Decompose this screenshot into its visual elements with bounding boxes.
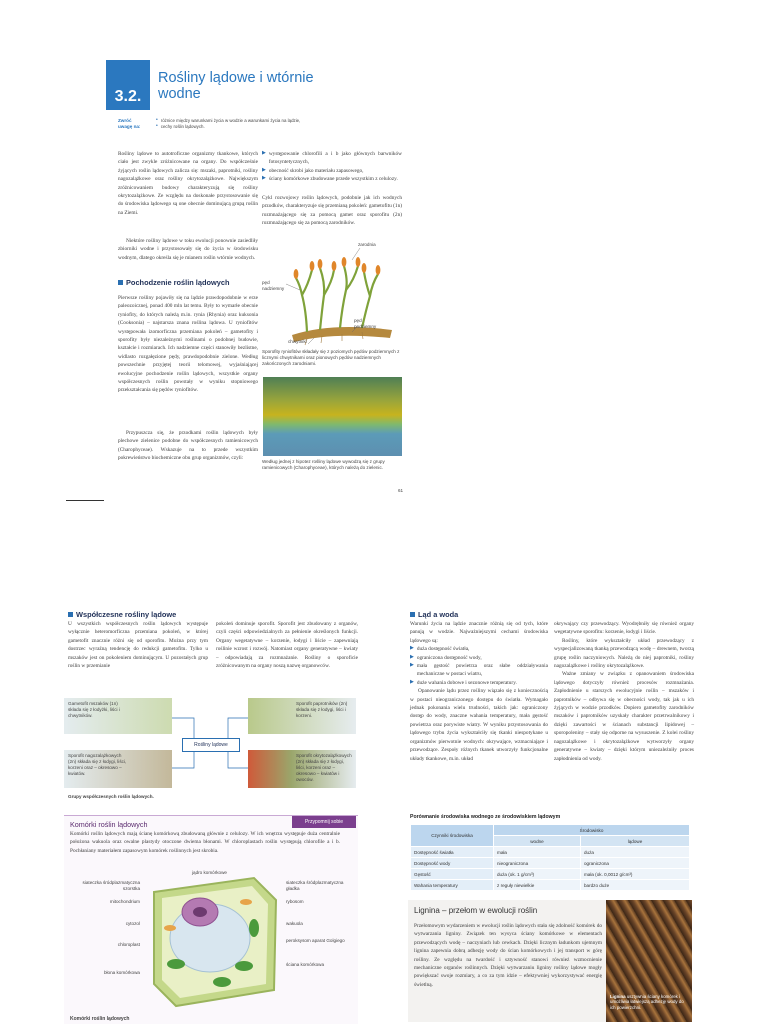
biochemistry-bullets: ▶ występowanie chlorofili a i b jako głównych barwników fotosyntetycznych, ▶ obecność skrobi jako materiału zapasowego, ▶ ściany komórkowe zbudowane przede wszystkim z celulozy.: [262, 151, 402, 183]
cells-title: Komórki roślin lądowych: [70, 820, 148, 829]
intro-paragraph-1: Rośliny lądowe to autotroficzne organizmy tkankowe, których ciało jest zwykle zróżnicowane na organy. Do współcześnie żyjących roślin lądowych zalicza się: mszaki, paprotniki, rośliny nagozalążkowe oraz rośliny okrytozalążkowe. Największym zróżnicowaniem budowy charakteryzują się rośliny okrytozalążkowe. Ze względu na doskonałe przystosowanie się do środowiska lądowego są one obecnie dominującą grupą roślin na Ziemi.: [118, 151, 258, 216]
chapter-title: Rośliny lądowe i wtórnie wodne: [158, 70, 314, 102]
cells-text: Komórki roślin lądowych mają ścianę komórkową zbudowaną głównie z celulozy. W ich wnętrzu występuje duża centralnie położona wakuola oraz owalne plastydy otoczone dwiema błonami. W chloroplastach roślin występują chlorofile a i b. Pochłaniany materiałem zapasowym komórek roślinnych jest skrobia.: [70, 831, 340, 854]
origin-paragraph-2: Przypuszcza się, że przodkami roślin lądowych były plechowe zielenice podobne do współczesnych ramienicowych (Charophyceae). Wskazuje na to przede wszystkim pokrewieństwo biochemiczne obu grup organizmów, czyli:: [118, 430, 258, 462]
label-smooth-er: siateczka śródplazmatyczna gładka: [286, 880, 344, 891]
cells-caption: Komórki roślin lądowych: [70, 1016, 130, 1022]
divider-line: [66, 500, 104, 501]
label-ribosome: rybosom: [286, 899, 304, 905]
remember-badge: Przypomnij sobie: [292, 816, 356, 828]
lignin-box: [408, 900, 692, 1022]
comparison-table: [410, 824, 690, 891]
label-cell-membrane: błona komórkowa: [103, 969, 140, 975]
lignin-title: Lignina – przełom w ewolucji roślin: [414, 906, 538, 915]
section-square-icon: [68, 612, 73, 617]
chapter-number: 3.2.: [106, 60, 150, 110]
land-column-left: Warunki życia na lądzie znacznie różnią się od tych, które panują w wodzie. Najważniejszymi cechami środowiska lądowego są: ▶ duża dostępność światła, ▶ ograniczona dostępność wody, ▶ mała gęstość powietrza oraz słabe oddziaływania mechaniczne w postaci wiatru, ▶ duże wahania dobowe i sezonowe temperatury. Opanowanie lądu przez rośliny wiązało się z koniecznością w postaci nieograniczonego dostępu do światła. Wymagało jednak pokonania wielu trudności, takich jak: ograniczony dostęp do wody, znaczne wahania temperatury, mała gęstość powietrza oraz porywiste wiatry. W wyniku przystosowania do lądowego trybu życia wykształciły się tkanki niespotykane u organizmów pierwotnie wodnych: okrywające, wzmacniające i przewodzące. Zespoły różnych tkanek utworzyły funkcjonalne układy tkankowe, m.in. układ: [410, 621, 548, 762]
charophyceae-caption: Według jednej z hipotez rośliny lądowe wywodzą się z grupy ramienicowych (Charophyceae), których należą do zielenic.: [262, 459, 385, 470]
rhynia-drawing: [262, 240, 402, 348]
rhynia-caption: Sporofity ryniofitów składały się z poziomych pędów podziemnych z licznymi chwytnikami oraz pionowych pędów nadziemnych zakończonych zarodniami.: [262, 349, 400, 366]
table-row: Wahania temperatury z reguły niewielkie bardzo duże: [411, 880, 690, 891]
section-square-icon: [410, 612, 415, 617]
diagram-box-ferns: Sporofit paprotników (2n) składa się z łodygi, liści i korzeni.: [248, 698, 356, 734]
cell-labels-right: [286, 880, 348, 968]
intro-paragraph-2: Niektóre rośliny lądowe w toku ewolucji ponownie zasiedliły zbiorniki wodne i przystosowały się do życia w środowisku wodnym, dlatego określa się je mianem roślin wtórnie wodnych.: [118, 238, 258, 261]
label-peroxisome-golgi: peroksysom aparat Golgiego: [286, 938, 345, 944]
modern-heading: Współczesne rośliny lądowe: [68, 610, 176, 619]
col-water: wodne: [494, 836, 581, 847]
col-environment: Środowisko: [494, 825, 690, 836]
page-top: [106, 60, 406, 493]
diagram-caption: Grupy współczesnych roślin lądowych.: [68, 794, 154, 799]
origin-paragraph-1: Pierwsze rośliny pojawiły się na lądzie prawdopodobnie w erze paleozoicznej, ponad 400 mln lat temu. Były to wymarłe obecnie ryniofity, do których należą m.in. rynia (Rhynia) oraz kuksonia (Cooksonia) – najstarsza znana roślina lądowa. U ryniofitów występowała izomorficzna przemiana pokoleń – gametofity i sporofity były niezależnymi roślinami o podobnej budowie, kształcie i rozmiarach. Ich nadziemne części stanowiły bezlistne, widlasto rozgałęzione pędy, prawdopodobnie zielone. Według powszechnie przyjętej teorii telomowej, wyjaśniającej ewolucyjne pochodzenie roślin lądowych, wszystkie organy współczesnych roślin powstały w wyniku stopniowego przekształcania się pędów ryniofitów.: [118, 295, 258, 394]
table-row: Gęstość duża (ok. 1 g/cm³) mała (ok. 0,0012 g/cm³): [411, 869, 690, 880]
attention-label: Zwróć uwagę na:: [118, 118, 141, 129]
plant-groups-diagram: [64, 698, 356, 802]
plant-cell-drawing: [144, 872, 284, 1012]
plant-cell-svg: [144, 872, 284, 1012]
diagram-box-mosses: Gametofit mszaków (1n) składa się z łodyżki, liści i chwytników.: [64, 698, 172, 734]
page-bottom-right: [408, 610, 698, 1024]
lignin-text: Przełomowym wydarzeniem w ewolucji roślin lądowych stała się zdolność komórek do wytwarzania ligniny. Związek ten wysyca ściany komórkowe w elementach przewodzących wodę – naczyniach lub cewkach. Dzięki licznym ładunkom ujemnym lignina zapewnia dobrą adhezję wody do ścian komórkowych i jej transport w górę rośliny. Ze względu na twardość i sztywność stanowi również wzmocnienie mechaniczne organów roślinnych. Dzięki wytwarzaniu ligniny rośliny lądowe mogły powiększać swoje rozmiary, a co za tym idzie – efektywniej wykorzystywać energię świetlną.: [414, 923, 602, 988]
life-cycle-paragraph: Cykl rozwojowy roślin lądowych, podobnie jak ich wodnych przodków, charakteryzuje się przemianą pokoleń: gametofitu (1n) rozmnażającego się za pomocą gamet oraz sporofitu (2n) rozmnażającego się za pomocą zarodników.: [262, 195, 402, 227]
table-row: Dostępność wody nieograniczona ograniczona: [411, 858, 690, 869]
label-ped-podziemny: pęd podziemny: [354, 318, 377, 329]
land-heading: Ląd a woda: [410, 610, 458, 619]
label-nucleus: jądro komórkowe: [192, 870, 227, 875]
land-column-right: okrywający czy przewodzący. Wyodrębniły się również organy wegetatywne sporofitu: korzenie, łodygi i liście. Rośliny, które wykształciły układ przewodzący z wyspecjalizowaną tkanką przewodzącą wodę – drewnem, tworzą grupę roślin naczyniowych. Należą do niej paprotniki, rośliny nagozalążkowe i rośliny okrytozalążkowe. Ważne zmiany w związku z opanowaniem środowiska lądowego dotyczyły również procesów rozmnażania. Zapłodnienie u starszych ewolucyjnie roślin – mszaków i paprotników – odbywa się w obecności wody, tak jak u ich żyjących w wodzie przodków. Dopiero gametofity zarodników mszaków i paprotników uzyskały charakter przetrwalnikowy i dzięki zawartości w ścianach substancji lipidowej – sporopoleniny – stały się odporne na wysuszenie. Z kolei rośliny nagozalążkowe i okrytozalążkowe wytworzyły organy generatywne – kwiaty – dzięki którym uniezależniły proces zapłodnienia od wody.: [554, 621, 694, 762]
cells-box: [64, 815, 358, 1024]
label-cytosol: cytozol: [125, 920, 140, 926]
lignin-photo: [606, 900, 692, 1022]
page-number: 61: [398, 488, 404, 493]
col-factor: Czynniki środowiska: [411, 825, 494, 847]
label-chloroplast: chloroplast: [117, 942, 140, 948]
origin-heading: Pochodzenie roślin lądowych: [118, 278, 230, 287]
label-vacuole: wakuola: [286, 920, 303, 926]
label-rough-er: siateczka śródplazmatyczna szorstka: [82, 880, 140, 891]
page-bottom-left: [64, 610, 364, 1024]
lignin-caption: Lignina usztywnia ściany komórek i umożliwia łatwiejszą adhezję wody do ich powierzchni.: [610, 994, 684, 1010]
modern-paragraph-2: pokoleń dominuje sporofit. Sporofit jest zbudowany z organów, czyli części odpowiedzialnych za pełnienie określonych funkcji. Organy wegetatywne – korzenie, łodygi i liście – zapewniają roślinie wzrost i rozwój. Natomiast organy generatywne – kwiaty – odpowiadają za rozmnażanie. Rośliny o sporoficie zróżnicowanym na organy noszą nazwę organowców.: [216, 621, 358, 670]
modern-paragraph-1: U wszystkich współczesnych roślin lądowych występuje wyłącznie heteromorficzna przemiana pokoleń, w której gametofit znacznie różni się od sporofitu. Można przy tym dostrzec wyraźną tendencję do redukcji gametofitu. Tylko u mszaków jest on pokoleniem dominującym. U pozostałych grup roślin w przemianie: [68, 621, 208, 670]
table-title: Porównanie środowiska wodnego ze środowiskiem lądowym: [410, 814, 561, 820]
label-chwytniki: chwytniki: [288, 339, 307, 344]
cell-labels-left: [80, 880, 140, 976]
table-row: Dostępność światła mała duża: [411, 847, 690, 858]
diagram-center: Rośliny lądowe: [182, 738, 240, 752]
label-ped-nadziemny: pęd nadziemny: [262, 280, 285, 291]
label-cell-wall: ściana komórkowa: [286, 961, 325, 967]
label-mitochondrium: mitochondrium: [109, 899, 140, 905]
rhynia-illustration: [262, 240, 402, 348]
label-zarodnia: zarodnia: [358, 242, 376, 247]
attention-list: • różnice między warunkami życia w wodzie a warunkami życia na lądzie, • cechy roślin lądowych.: [156, 117, 301, 129]
diagram-box-angiosperms: Sporofit okrytozalążkowych (2n) składa się z łodygi, liści, korzeni oraz – okresowo – kwiatów i owoców.: [248, 750, 356, 788]
charophyceae-photo: [263, 377, 402, 456]
diagram-box-gymnosperms: Sporofit nagozalążkowych (2n) składa się z łodygi, liści, korzeni oraz – okresowo – kwiatów.: [64, 750, 172, 788]
section-square-icon: [118, 280, 123, 285]
col-land: lądowe: [580, 836, 689, 847]
